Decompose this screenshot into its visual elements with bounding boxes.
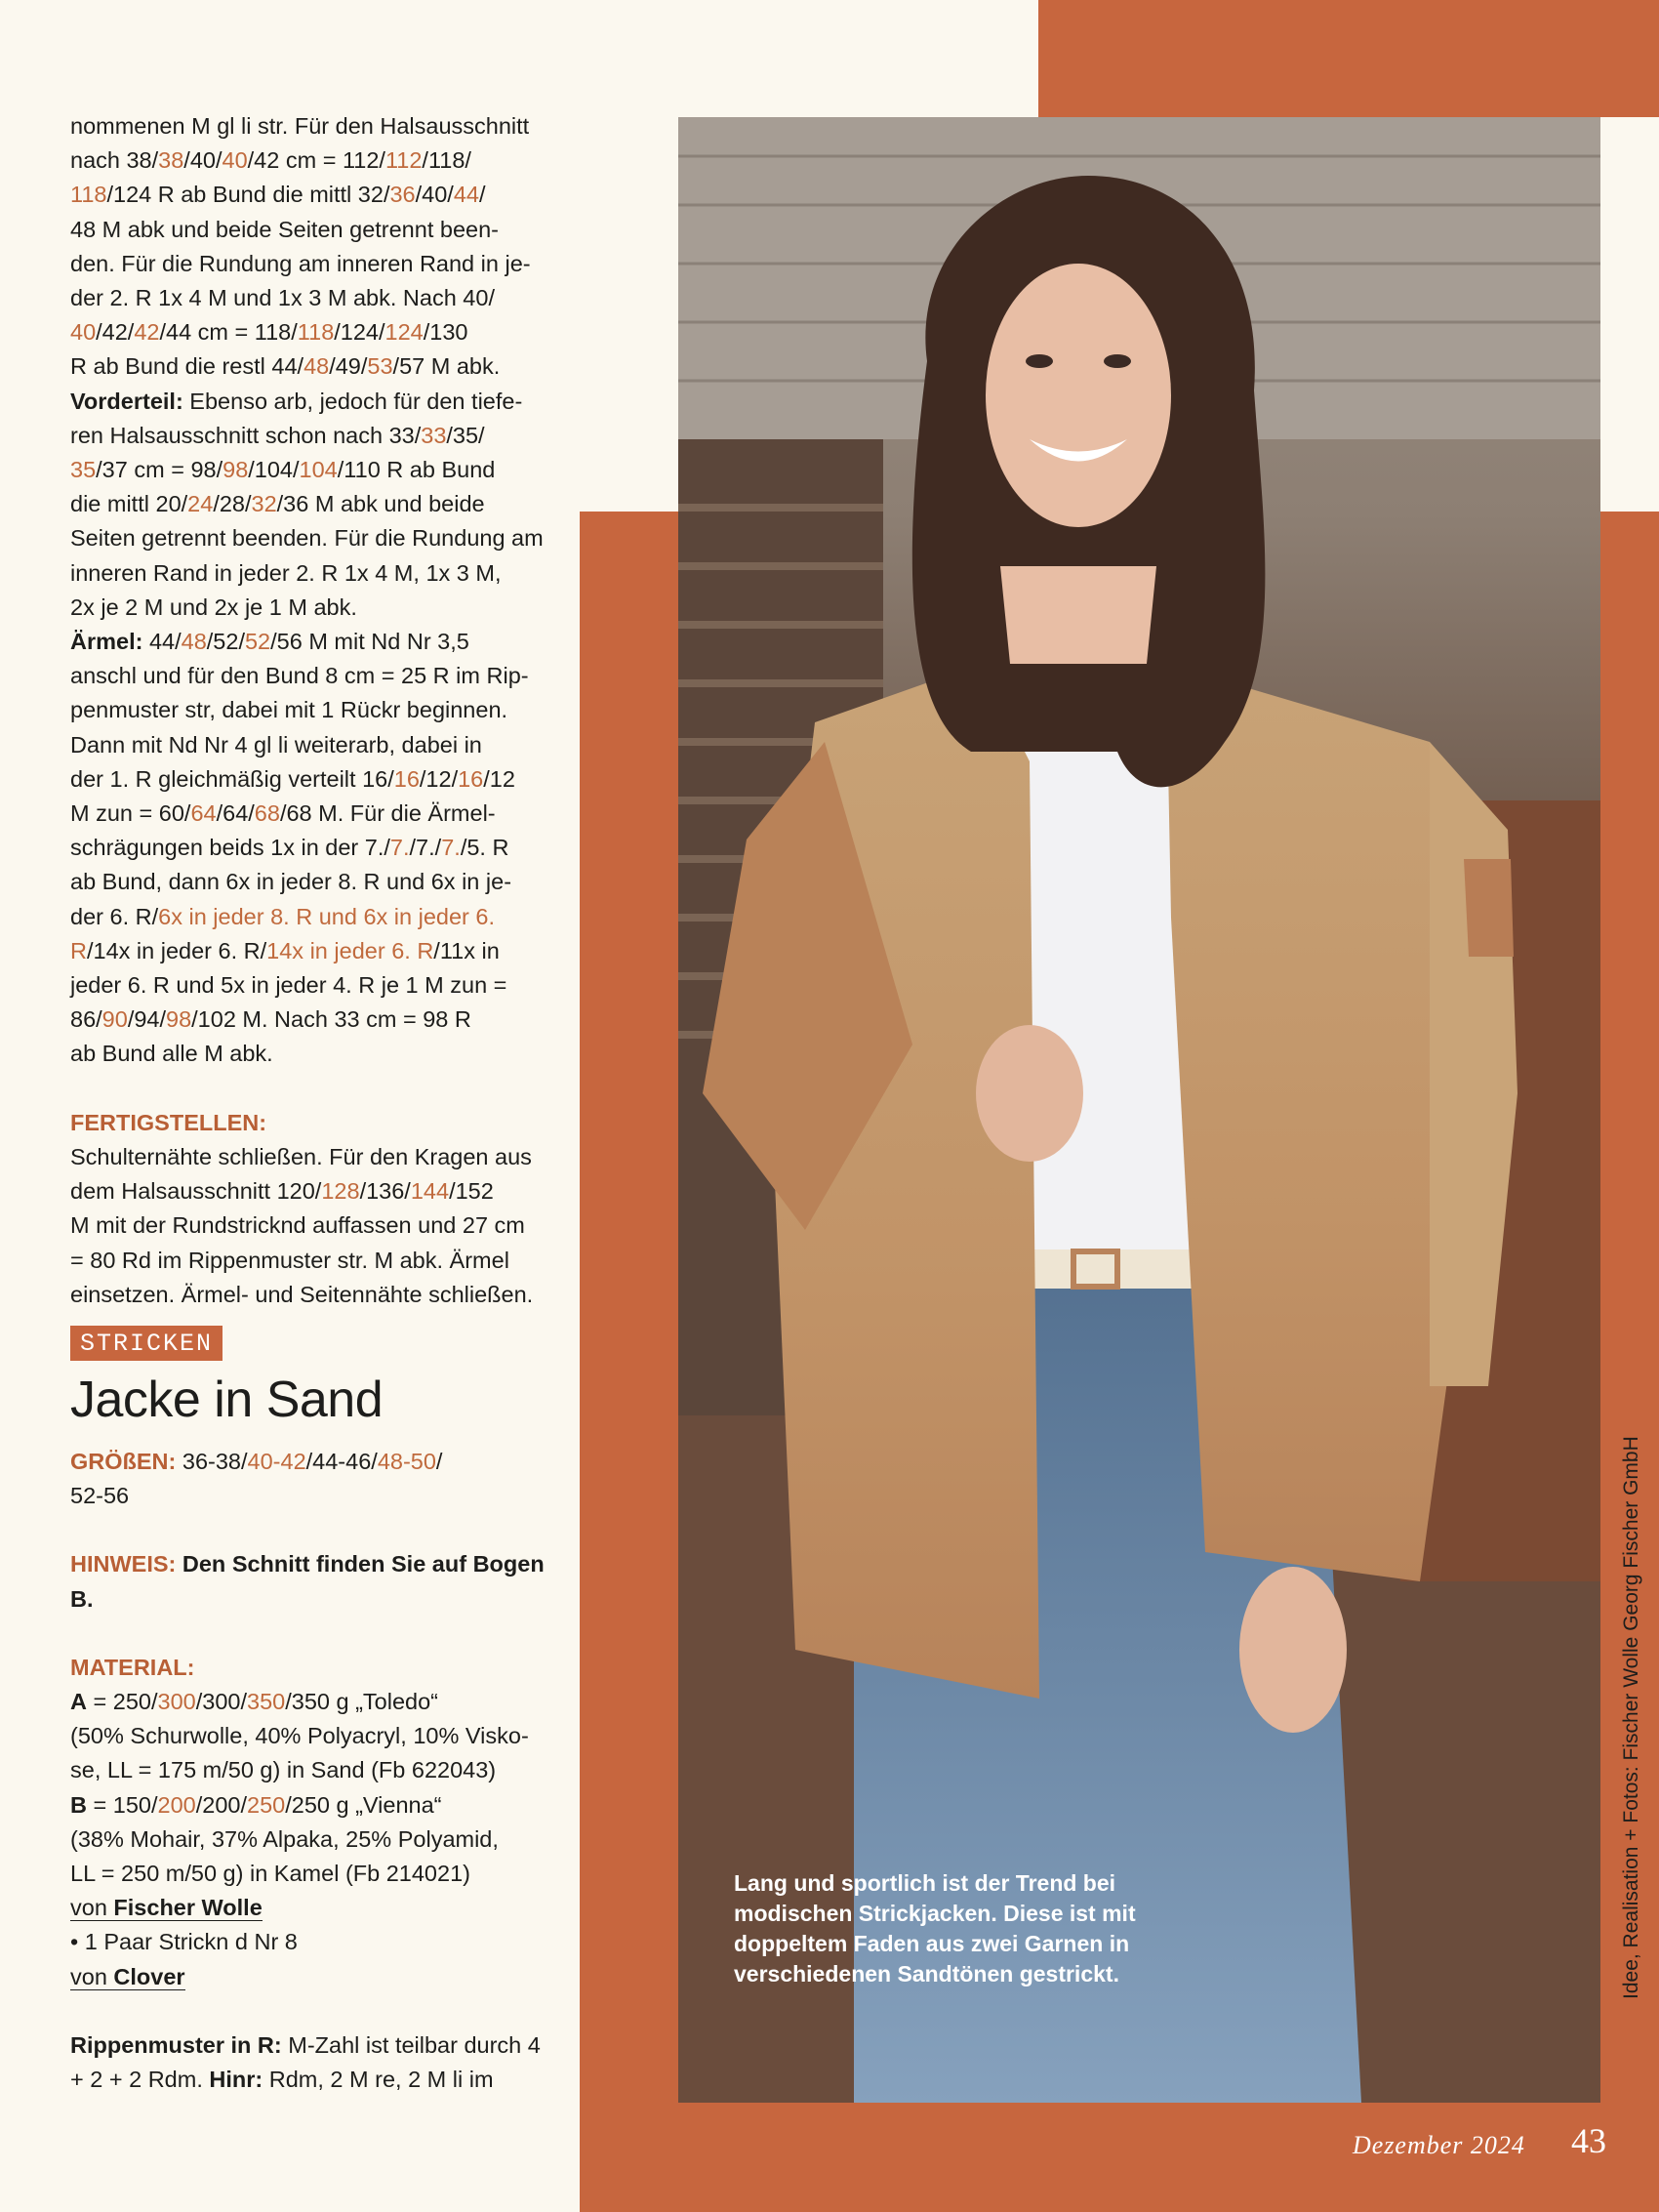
text-line: 86/90/94/98/102 M. Nach 33 cm = 98 R: [70, 1006, 471, 1033]
text-line: der 2. R 1x 4 M und 1x 3 M abk. Nach 40/: [70, 285, 495, 311]
material-line: se, LL = 175 m/50 g) in Sand (Fb 622043): [70, 1757, 497, 1783]
text-line: dem Halsausschnitt 120/128/136/144/152: [70, 1178, 494, 1205]
text-line: = 80 Rd im Rippenmuster str. M abk. Ärmel: [70, 1247, 509, 1273]
text-line: schrägungen beids 1x in der 7./7./7./7./5. R: [70, 835, 509, 861]
material-line: B = 150/200/200/250/250 g „Vienna“: [70, 1791, 442, 1818]
rib-pattern-line: + 2 + 2 Rdm. Hinr: Rdm, 2 M re, 2 M li im: [70, 2066, 494, 2092]
caption-line: Lang und sportlich ist der Trend bei: [734, 1870, 1116, 1896]
finishing-heading: FERTIGSTELLEN:: [70, 1109, 267, 1135]
note-line: HINWEIS: Den Schnitt finden Sie auf Bogen B.: [70, 1551, 545, 1612]
text-line: inneren Rand in jeder 2. R 1x 4 M, 1x 3 M,: [70, 559, 502, 586]
material-line: • 1 Paar Strickn d Nr 8: [70, 1929, 298, 1955]
text-line: jeder 6. R und 5x in jeder 4. R je 1 M zun =: [70, 972, 507, 999]
text-line: 48 M abk und beide Seiten getrennt been-: [70, 216, 499, 242]
material-heading: MATERIAL:: [70, 1654, 195, 1680]
text-line: Ärmel: 44/48/52/52/56 M mit Nd Nr 3,5: [70, 629, 469, 655]
sizes-line: 52-56: [70, 1483, 130, 1509]
sizes-line: GRÖßEN: 36-38/40-42/44-46/48-50/: [70, 1448, 443, 1474]
text-line: 35/37 cm = 98/98/104/104/110 R ab Bund: [70, 457, 496, 483]
caption-line: verschiedenen Sandtönen gestrickt.: [734, 1961, 1119, 1987]
text-line: penmuster str, dabei mit 1 Rückr beginnen.: [70, 697, 508, 723]
text-line: R/14x in jeder 6. R/14x in jeder 6. R/11x in: [70, 937, 500, 963]
model-photo: [678, 117, 1600, 2103]
material-line: A = 250/300/300/350/350 g „Toledo“: [70, 1688, 439, 1714]
text-line: Dann mit Nd Nr 4 gl li weiterarb, dabei in: [70, 731, 482, 758]
text-line: den. Für die Rundung am inneren Rand in je-: [70, 250, 531, 276]
pattern-text-column: [70, 109, 548, 2097]
text-line: anschl und für den Bund 8 cm = 25 R im Rip-: [70, 663, 529, 689]
material-line: LL = 250 m/50 g) in Kamel (Fb 214021): [70, 1860, 470, 1886]
text-line: Schulternähte schließen. Für den Kragen aus: [70, 1143, 532, 1169]
rib-pattern-line: Rippenmuster in R: M-Zahl ist teilbar durch 4: [70, 2031, 541, 2058]
text-line: Vorderteil: Ebenso arb, jedoch für den tiefe-: [70, 388, 523, 414]
text-line: 2x je 2 M und 2x je 1 M abk.: [70, 594, 357, 620]
text-line: nach 38/38/40/40/42 cm = 112/112/118/: [70, 147, 471, 174]
text-line: 40/42/42/44 cm = 118/118/124/124/130: [70, 319, 468, 346]
top-accent-bar: [1038, 0, 1659, 117]
text-line: ren Halsausschnitt schon nach 33/33/35/: [70, 422, 485, 448]
page-number: 43: [1571, 2121, 1606, 2160]
text-line: M mit der Rundstricknd auffassen und 27 cm: [70, 1212, 525, 1239]
text-line: einsetzen. Ärmel- und Seitennähte schließen.: [70, 1281, 534, 1307]
caption-line: doppeltem Faden aus zwei Garnen in: [734, 1931, 1130, 1956]
photo-caption: [734, 1868, 1163, 1989]
caption-line: modischen Strickjacken. Diese ist mit: [734, 1901, 1136, 1926]
text-line: nommenen M gl li str. Für den Halsausschnitt: [70, 113, 530, 139]
supplier-line: von Clover: [70, 1963, 185, 1989]
material-line: (50% Schurwolle, 40% Polyacryl, 10% Visko-: [70, 1723, 529, 1749]
photo-credit: Idee, Realisation + Fotos: Fischer Wolle Georg Fischer GmbH: [1620, 1436, 1642, 1999]
text-line: R ab Bund die restl 44/48/49/53/57 M abk.: [70, 353, 501, 380]
text-line: der 1. R gleichmäßig verteilt 16/16/12/16/12: [70, 765, 515, 792]
text-line: Seiten getrennt beenden. Für die Rundung am: [70, 525, 544, 552]
text-line: ab Bund alle M abk.: [70, 1041, 273, 1067]
text-line: M zun = 60/64/64/68/68 M. Für die Ärmel-: [70, 800, 496, 827]
material-line: (38% Mohair, 37% Alpaka, 25% Polyamid,: [70, 1825, 499, 1852]
category-tag: STRICKEN: [70, 1326, 223, 1361]
text-line: ab Bund, dann 6x in jeder 8. R und 6x in je-: [70, 869, 512, 895]
text-line: der 6. R/6x in jeder 8. R und 6x in jeder 6.: [70, 903, 495, 929]
issue-date: Dezember 2024: [1353, 2131, 1525, 2159]
text-line: 118/124 R ab Bund die mittl 32/36/40/44/: [70, 182, 486, 208]
supplier-line: von Fischer Wolle: [70, 1895, 263, 1921]
pattern-title: Jacke in Sand: [70, 1371, 384, 1428]
photo-illustration: [678, 117, 1600, 2103]
text-line: die mittl 20/24/28/32/36 M abk und beide: [70, 491, 485, 517]
